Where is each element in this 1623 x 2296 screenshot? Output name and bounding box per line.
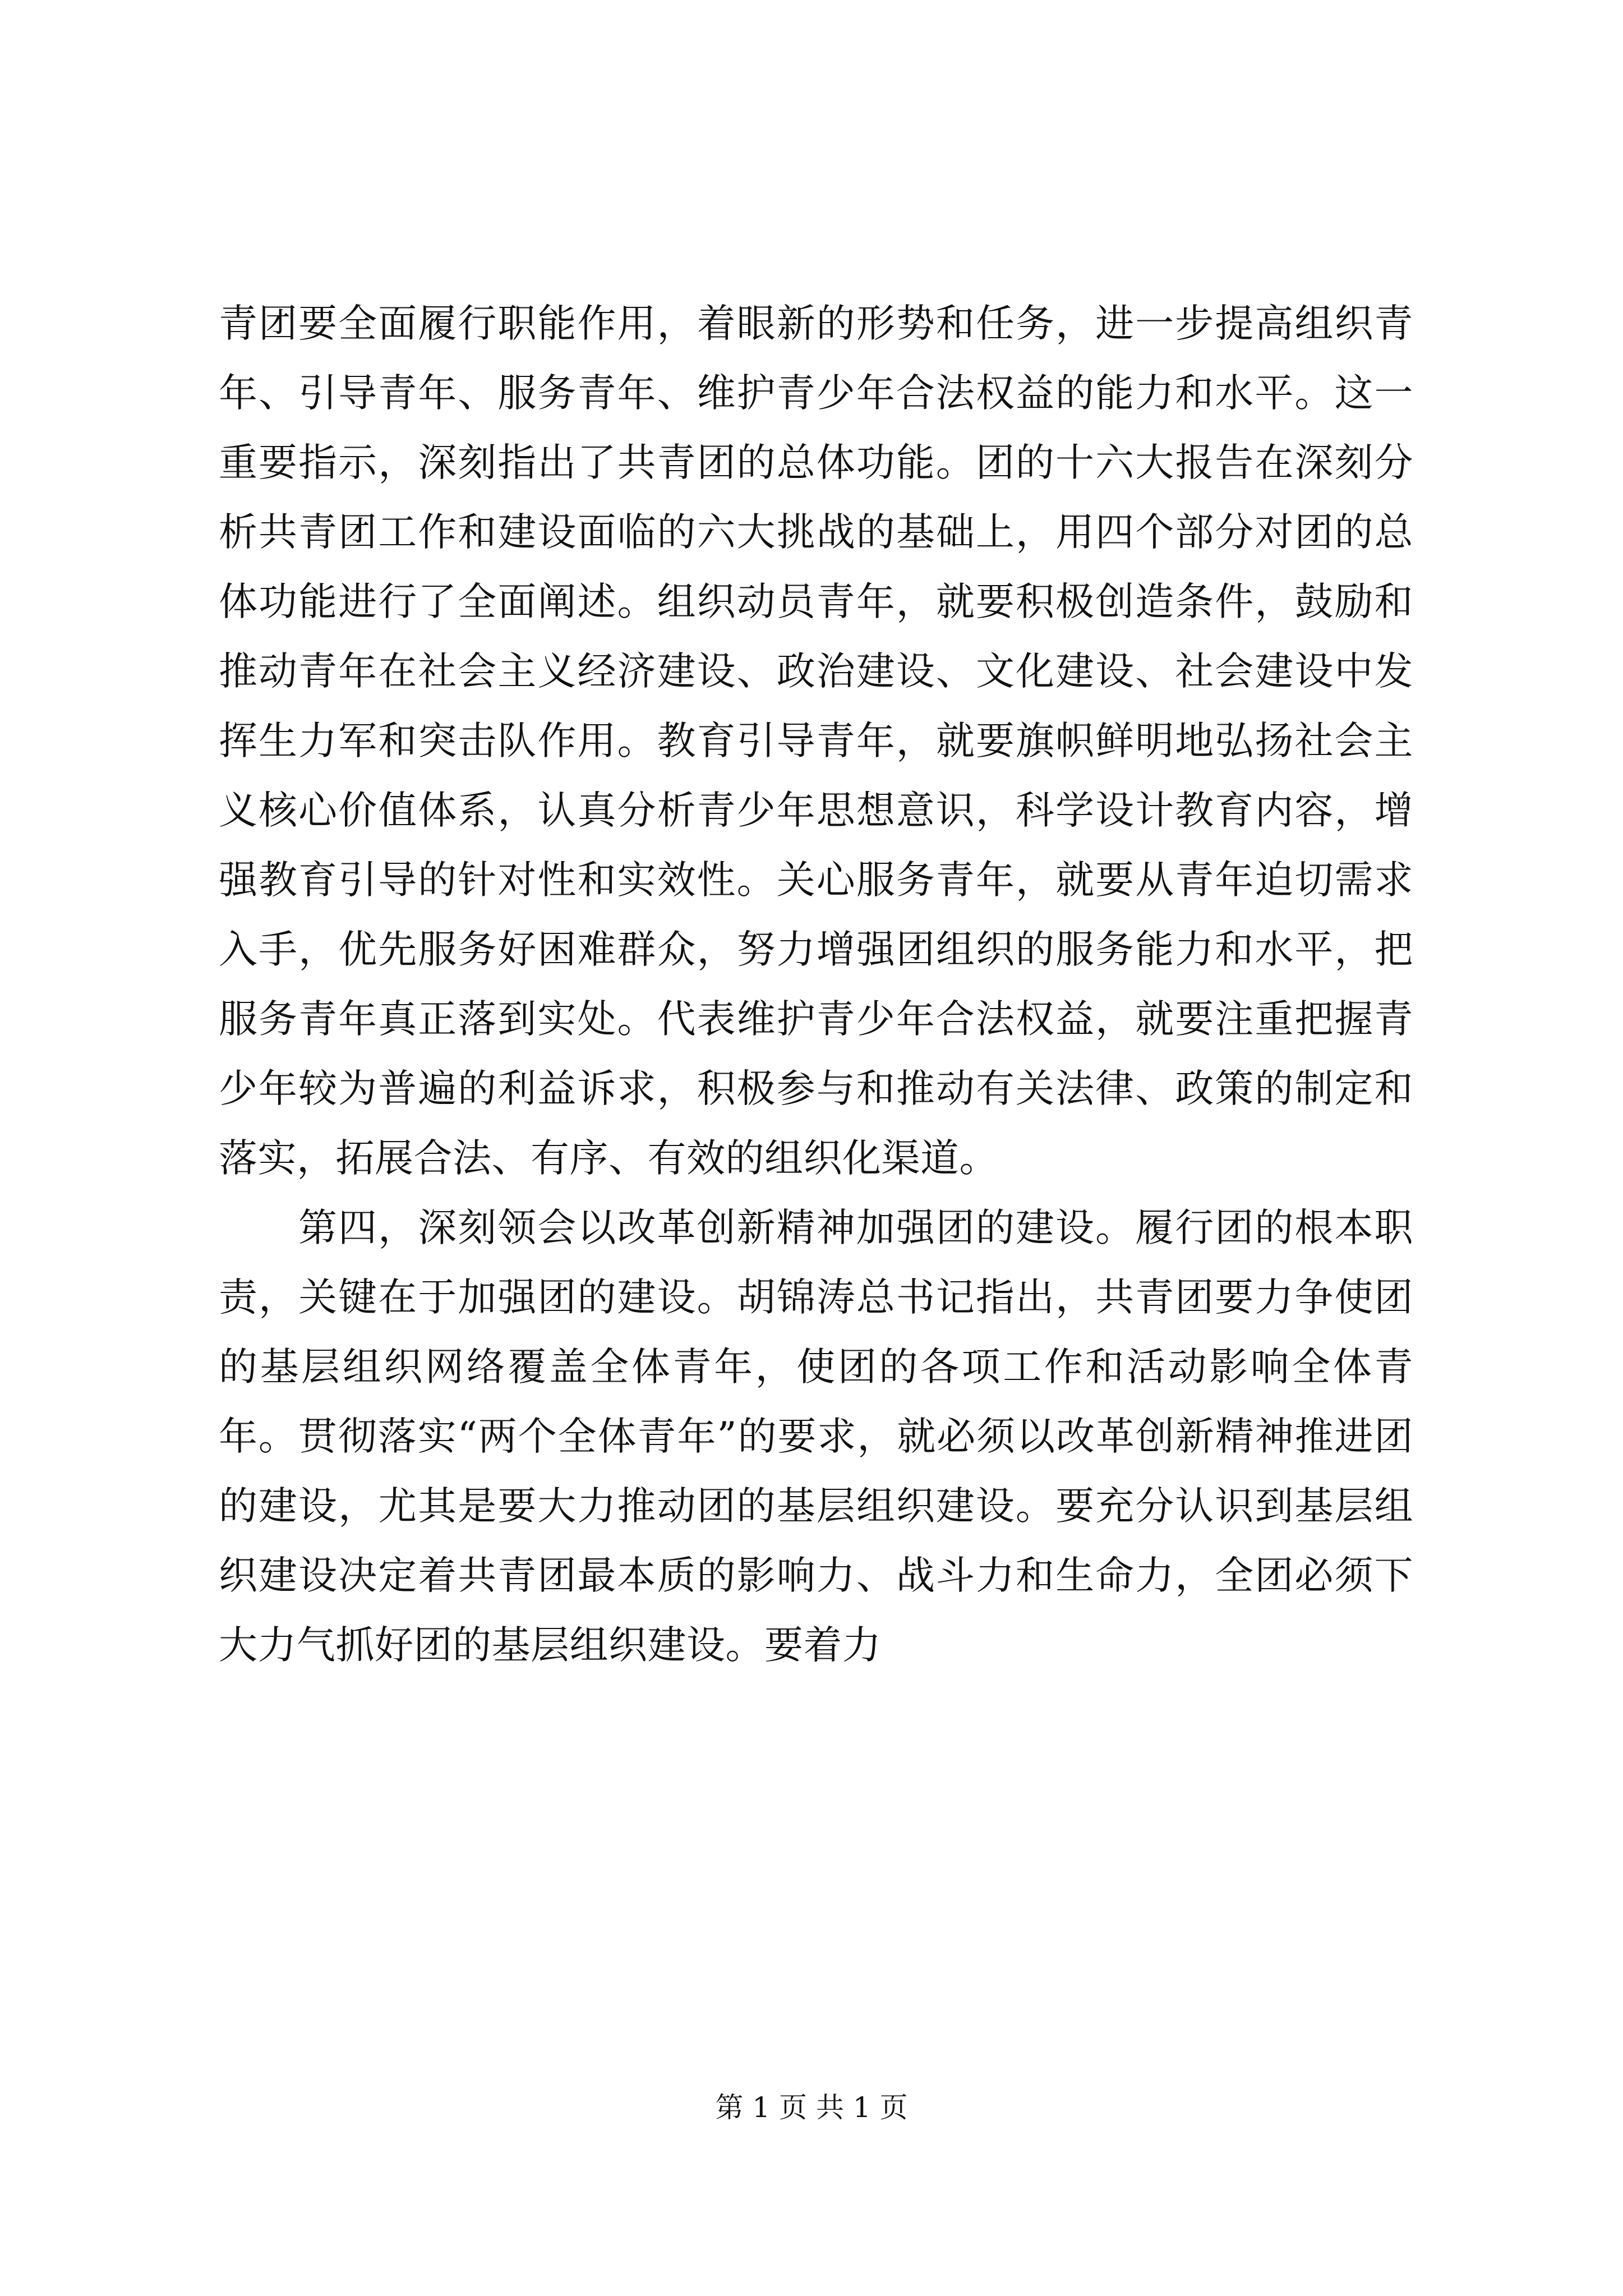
document-body <box>219 289 1413 1680</box>
page-number-footer: 第 1 页 共 1 页 <box>715 2091 908 2124</box>
paragraph-section-four: 第四，深刻领会以改革创新精神加强团的建设。履行团的根本职责，关键在于加强团的建设。胡锦涛总书记指出，共青团要力争使团的基层组织网络覆盖全体青年，使团的各项工作和活动影响全体青年。贯彻落实“两个全体青年”的要求，就必须以改革创新精神推进团的建设，尤其是要大力推动团的基层组织建设。要充分认识到基层组织建设决定着共青团最本质的影响力、战斗力和生命力，全团必须下大力气抓好团的基层组织建设。要着力 <box>219 1205 1413 1668</box>
paragraph-continuation: 青团要全面履行职能作用，着眼新的形势和任务，进一步提高组织青年、引导青年、服务青年、维护青少年合法权益的能力和水平。这一重要指示，深刻指出了共青团的总体功能。团的十六大报告在深刻分析共青团工作和建设面临的六大挑战的基础上，用四个部分对团的总体功能进行了全面阐述。组织动员青年，就要积极创造条件，鼓励和推动青年在社会主义经济建设、政治建设、文化建设、社会建设中发挥生力军和突击队作用。教育引导青年，就要旗帜鲜明地弘扬社会主义核心价值体系，认真分析青少年思想意识，科学设计教育内容，增强教育引导的针对性和实效性。关心服务青年，就要从青年迫切需求入手，优先服务好困难群众，努力增强团组织的服务能力和水平，把服务青年真正落到实处。代表维护青少年合法权益，就要注重把握青少年较为普遍的利益诉求，积极参与和推动有关法律、政策的制定和落实，拓展合法、有序、有效的组织化渠道。 <box>219 301 1413 1181</box>
